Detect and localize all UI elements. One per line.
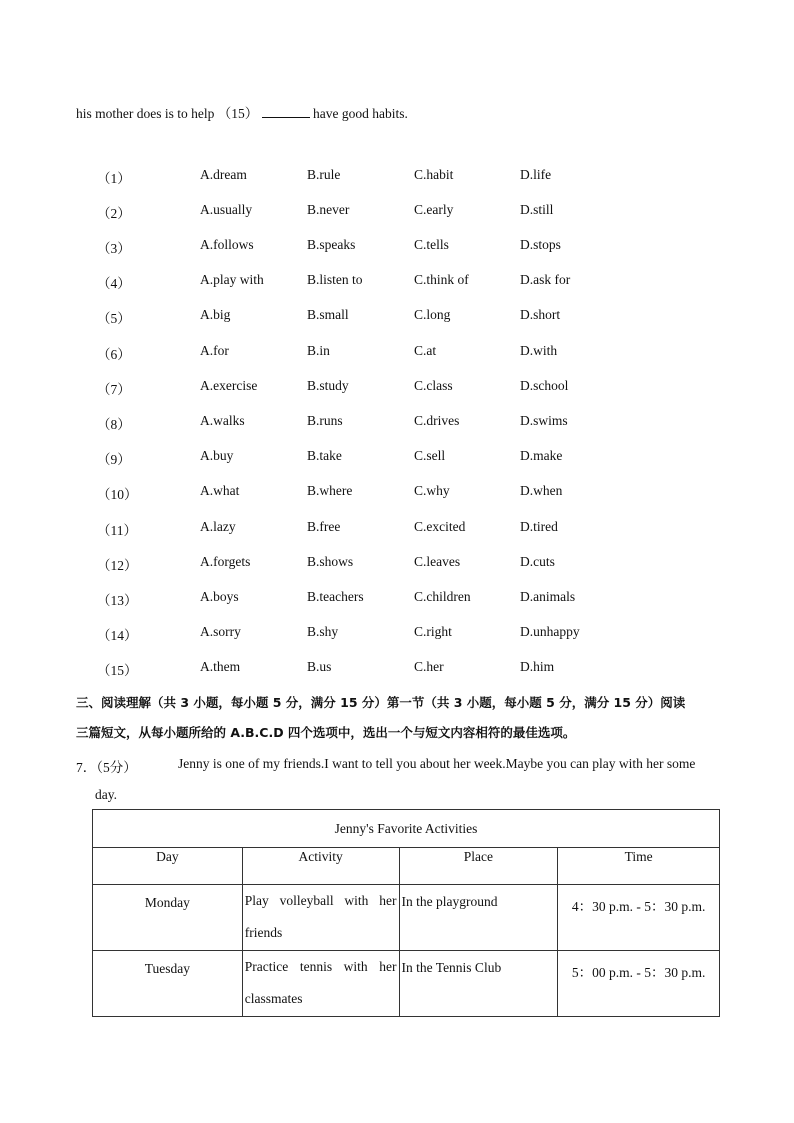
option-b: B.listen to: [307, 272, 363, 287]
option-b: B.study: [307, 378, 349, 393]
option-row: [0, 167, 794, 187]
option-b: B.us: [307, 659, 332, 674]
option-a: A.walks: [200, 413, 245, 428]
option-number: （11）: [97, 523, 137, 538]
option-row: [0, 272, 794, 292]
option-b: B.speaks: [307, 237, 356, 252]
option-d: D.short: [520, 307, 561, 322]
option-a: A.usually: [200, 202, 253, 217]
option-c: C.children: [414, 589, 471, 604]
row-place: In the Tennis Club: [399, 951, 558, 1017]
option-b: B.take: [307, 448, 342, 463]
option-number: （6）: [97, 347, 131, 362]
row-activity-line1: Play volleyball with her: [244, 893, 397, 908]
header-activity: Activity: [242, 848, 399, 885]
option-number: （15）: [97, 663, 138, 678]
option-d: D.still: [520, 202, 554, 217]
intro-line: [76, 102, 408, 122]
option-a: A.big: [200, 307, 231, 322]
option-d: D.school: [520, 378, 569, 393]
option-c: C.long: [414, 307, 451, 322]
row-day: Tuesday: [93, 951, 243, 1017]
option-number: （14）: [97, 628, 138, 643]
table-caption: Jenny's Favorite Activities: [93, 810, 720, 848]
option-b: B.where: [307, 483, 353, 498]
row-activity-line2: friends: [244, 925, 283, 940]
option-d: D.make: [520, 448, 563, 463]
option-row: [0, 343, 794, 363]
option-c: C.think of: [414, 272, 469, 287]
option-c: C.tells: [414, 237, 449, 252]
option-row: [0, 659, 794, 679]
option-a: A.buy: [200, 448, 234, 463]
option-number: （12）: [97, 558, 138, 573]
option-b: B.runs: [307, 413, 343, 428]
option-a: A.exercise: [200, 378, 258, 393]
option-row: [0, 589, 794, 609]
option-row: [0, 448, 794, 468]
option-c: C.class: [414, 378, 453, 393]
option-a: A.play with: [200, 272, 264, 287]
option-d: D.with: [520, 343, 558, 358]
option-row: [0, 554, 794, 574]
row-time: 4：30 p.m. - 5：30 p.m.: [558, 885, 720, 951]
option-d: D.him: [520, 659, 555, 674]
option-number: （9）: [97, 452, 131, 467]
option-a: A.boys: [200, 589, 239, 604]
table-header-row: [93, 848, 720, 885]
option-c: C.excited: [414, 519, 466, 534]
option-c: C.why: [414, 483, 450, 498]
option-row: [0, 624, 794, 644]
option-number: （3）: [97, 241, 131, 256]
option-d: D.stops: [520, 237, 561, 252]
question7-text-cont: day.: [95, 787, 117, 802]
option-a: A.sorry: [200, 624, 241, 639]
option-d: D.swims: [520, 413, 568, 428]
option-c: C.sell: [414, 448, 446, 463]
option-number: （5）: [97, 311, 131, 326]
option-row: [0, 519, 794, 539]
option-a: A.dream: [200, 167, 247, 182]
option-d: D.ask for: [520, 272, 571, 287]
option-b: B.free: [307, 519, 341, 534]
row-activity: [242, 885, 399, 951]
option-c: C.habit: [414, 167, 454, 182]
option-c: C.early: [414, 202, 454, 217]
option-a: A.for: [200, 343, 229, 358]
option-a: A.lazy: [200, 519, 236, 534]
row-time: 5：00 p.m. - 5：30 p.m.: [558, 951, 720, 1017]
option-c: C.right: [414, 624, 452, 639]
option-number: （10）: [97, 487, 138, 502]
option-d: D.animals: [520, 589, 576, 604]
option-row: [0, 483, 794, 503]
header-time: Time: [558, 848, 720, 885]
row-place: In the playground: [399, 885, 558, 951]
option-c: C.her: [414, 659, 444, 674]
option-a: A.follows: [200, 237, 254, 252]
option-number: （7）: [97, 382, 131, 397]
option-number: （4）: [97, 276, 131, 291]
option-row: [0, 413, 794, 433]
option-b: B.teachers: [307, 589, 364, 604]
option-d: D.unhappy: [520, 624, 580, 639]
question7-label: 7．（5分）: [76, 760, 137, 775]
intro-text-before: his mother does is to help （15）: [76, 106, 259, 121]
option-d: D.life: [520, 167, 552, 182]
activities-table: [92, 809, 720, 1017]
option-row: [0, 378, 794, 398]
option-b: B.in: [307, 343, 330, 358]
option-a: A.them: [200, 659, 241, 674]
intro-text-after: have good habits.: [313, 106, 408, 121]
header-place: Place: [399, 848, 558, 885]
option-number: （1）: [97, 171, 131, 186]
option-c: C.drives: [414, 413, 460, 428]
table-row: [93, 951, 720, 1017]
option-a: A.forgets: [200, 554, 251, 569]
question7-text: Jenny is one of my friends.I want to tell you about her week.Maybe you can play with her some: [178, 756, 696, 771]
option-number: （2）: [97, 206, 131, 221]
row-activity-line1: Practice tennis with her: [244, 959, 397, 974]
row-activity: [242, 951, 399, 1017]
option-d: D.cuts: [520, 554, 555, 569]
section3-heading-line1: 三、阅读理解（共 3 小题，每小题 5 分，满分 15 分）第一节（共 3 小题，每小题 5 分，满分 15 分）阅读: [76, 695, 686, 710]
question7-stem: [76, 756, 137, 776]
option-a: A.what: [200, 483, 240, 498]
row-activity-line2: classmates: [244, 991, 303, 1006]
option-b: B.never: [307, 202, 350, 217]
option-row: [0, 202, 794, 222]
option-number: （8）: [97, 417, 131, 432]
table-row: [93, 885, 720, 951]
section3-heading-line2: 三篇短文，从每小题所给的 A.B.C.D 四个选项中，选出一个与短文内容相符的最佳选项。: [76, 725, 576, 740]
header-day: Day: [93, 848, 243, 885]
option-b: B.shows: [307, 554, 354, 569]
option-b: B.small: [307, 307, 349, 322]
option-c: C.leaves: [414, 554, 461, 569]
option-row: [0, 237, 794, 257]
option-b: B.rule: [307, 167, 341, 182]
option-d: D.when: [520, 483, 563, 498]
answer-blank-15: [262, 105, 310, 118]
row-day: Monday: [93, 885, 243, 951]
option-b: B.shy: [307, 624, 339, 639]
option-d: D.tired: [520, 519, 558, 534]
option-row: [0, 307, 794, 327]
option-c: C.at: [414, 343, 437, 358]
option-number: （13）: [97, 593, 138, 608]
